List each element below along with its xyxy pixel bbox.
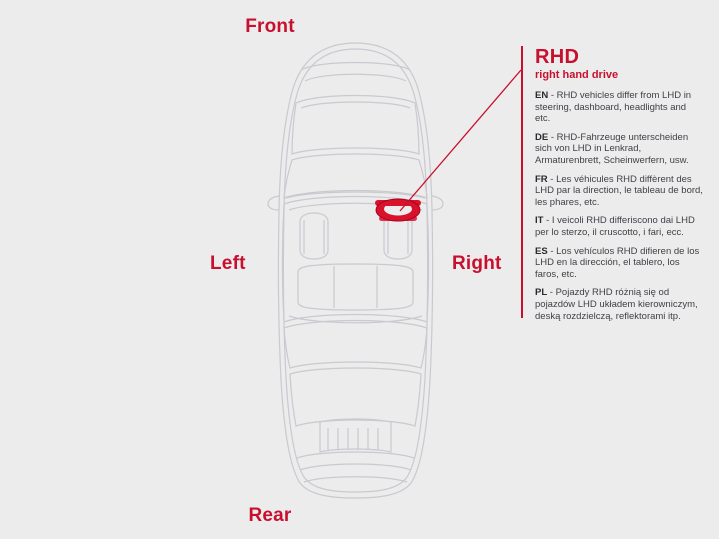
lang-code-it: IT [535, 215, 544, 227]
lang-text-en: - RHD vehicles differ from LHD in steering, dashboard, headlights and etc. [535, 90, 692, 125]
lang-code-en: EN [535, 90, 549, 101]
panel-entry-fr [535, 174, 703, 209]
panel-subtitle: right hand drive [535, 69, 619, 81]
panel-entry-it [535, 215, 703, 238]
direction-label-right: Right [452, 253, 502, 274]
lang-text-de: - RHD-Fahrzeuge unterscheiden sich von LHD in Lenkrad, Armaturenbrett, Scheinwerfern, usw. [535, 131, 689, 166]
lang-text-it: - I veicoli RHD differiscono dai LHD per lo sterzo, il cruscotto, i fari, ecc. [535, 215, 695, 238]
panel-title: RHD [535, 46, 580, 68]
lang-text-fr: - Les véhicules RHD diffèrent des LHD par la direction, le tableau de bord, les phares, etc. [535, 173, 703, 208]
lang-code-pl: PL [535, 287, 548, 299]
lang-code-es: ES [535, 245, 548, 257]
lang-code-de: DE [535, 131, 549, 143]
direction-label-front: Front [245, 16, 295, 37]
car-top-view-illustration [248, 40, 463, 500]
lang-text-es: - Los vehículos RHD difieren de los LHD en la dirección, el tablero, los faros, etc. [535, 245, 700, 280]
direction-label-left: Left [210, 253, 246, 274]
panel-entry-en [535, 90, 703, 125]
rhd-info-panel [521, 46, 703, 322]
direction-label-rear: Rear [248, 505, 292, 526]
panel-entry-pl [535, 287, 703, 322]
panel-entry-es [535, 246, 703, 281]
lang-code-fr: FR [535, 173, 548, 185]
panel-entry-de [535, 132, 703, 167]
lang-text-pl: - Pojazdy RHD różnią się od pojazdów LHD układem kierowniczym, deską rozdzielczą, reflektorami itp. [535, 287, 698, 322]
